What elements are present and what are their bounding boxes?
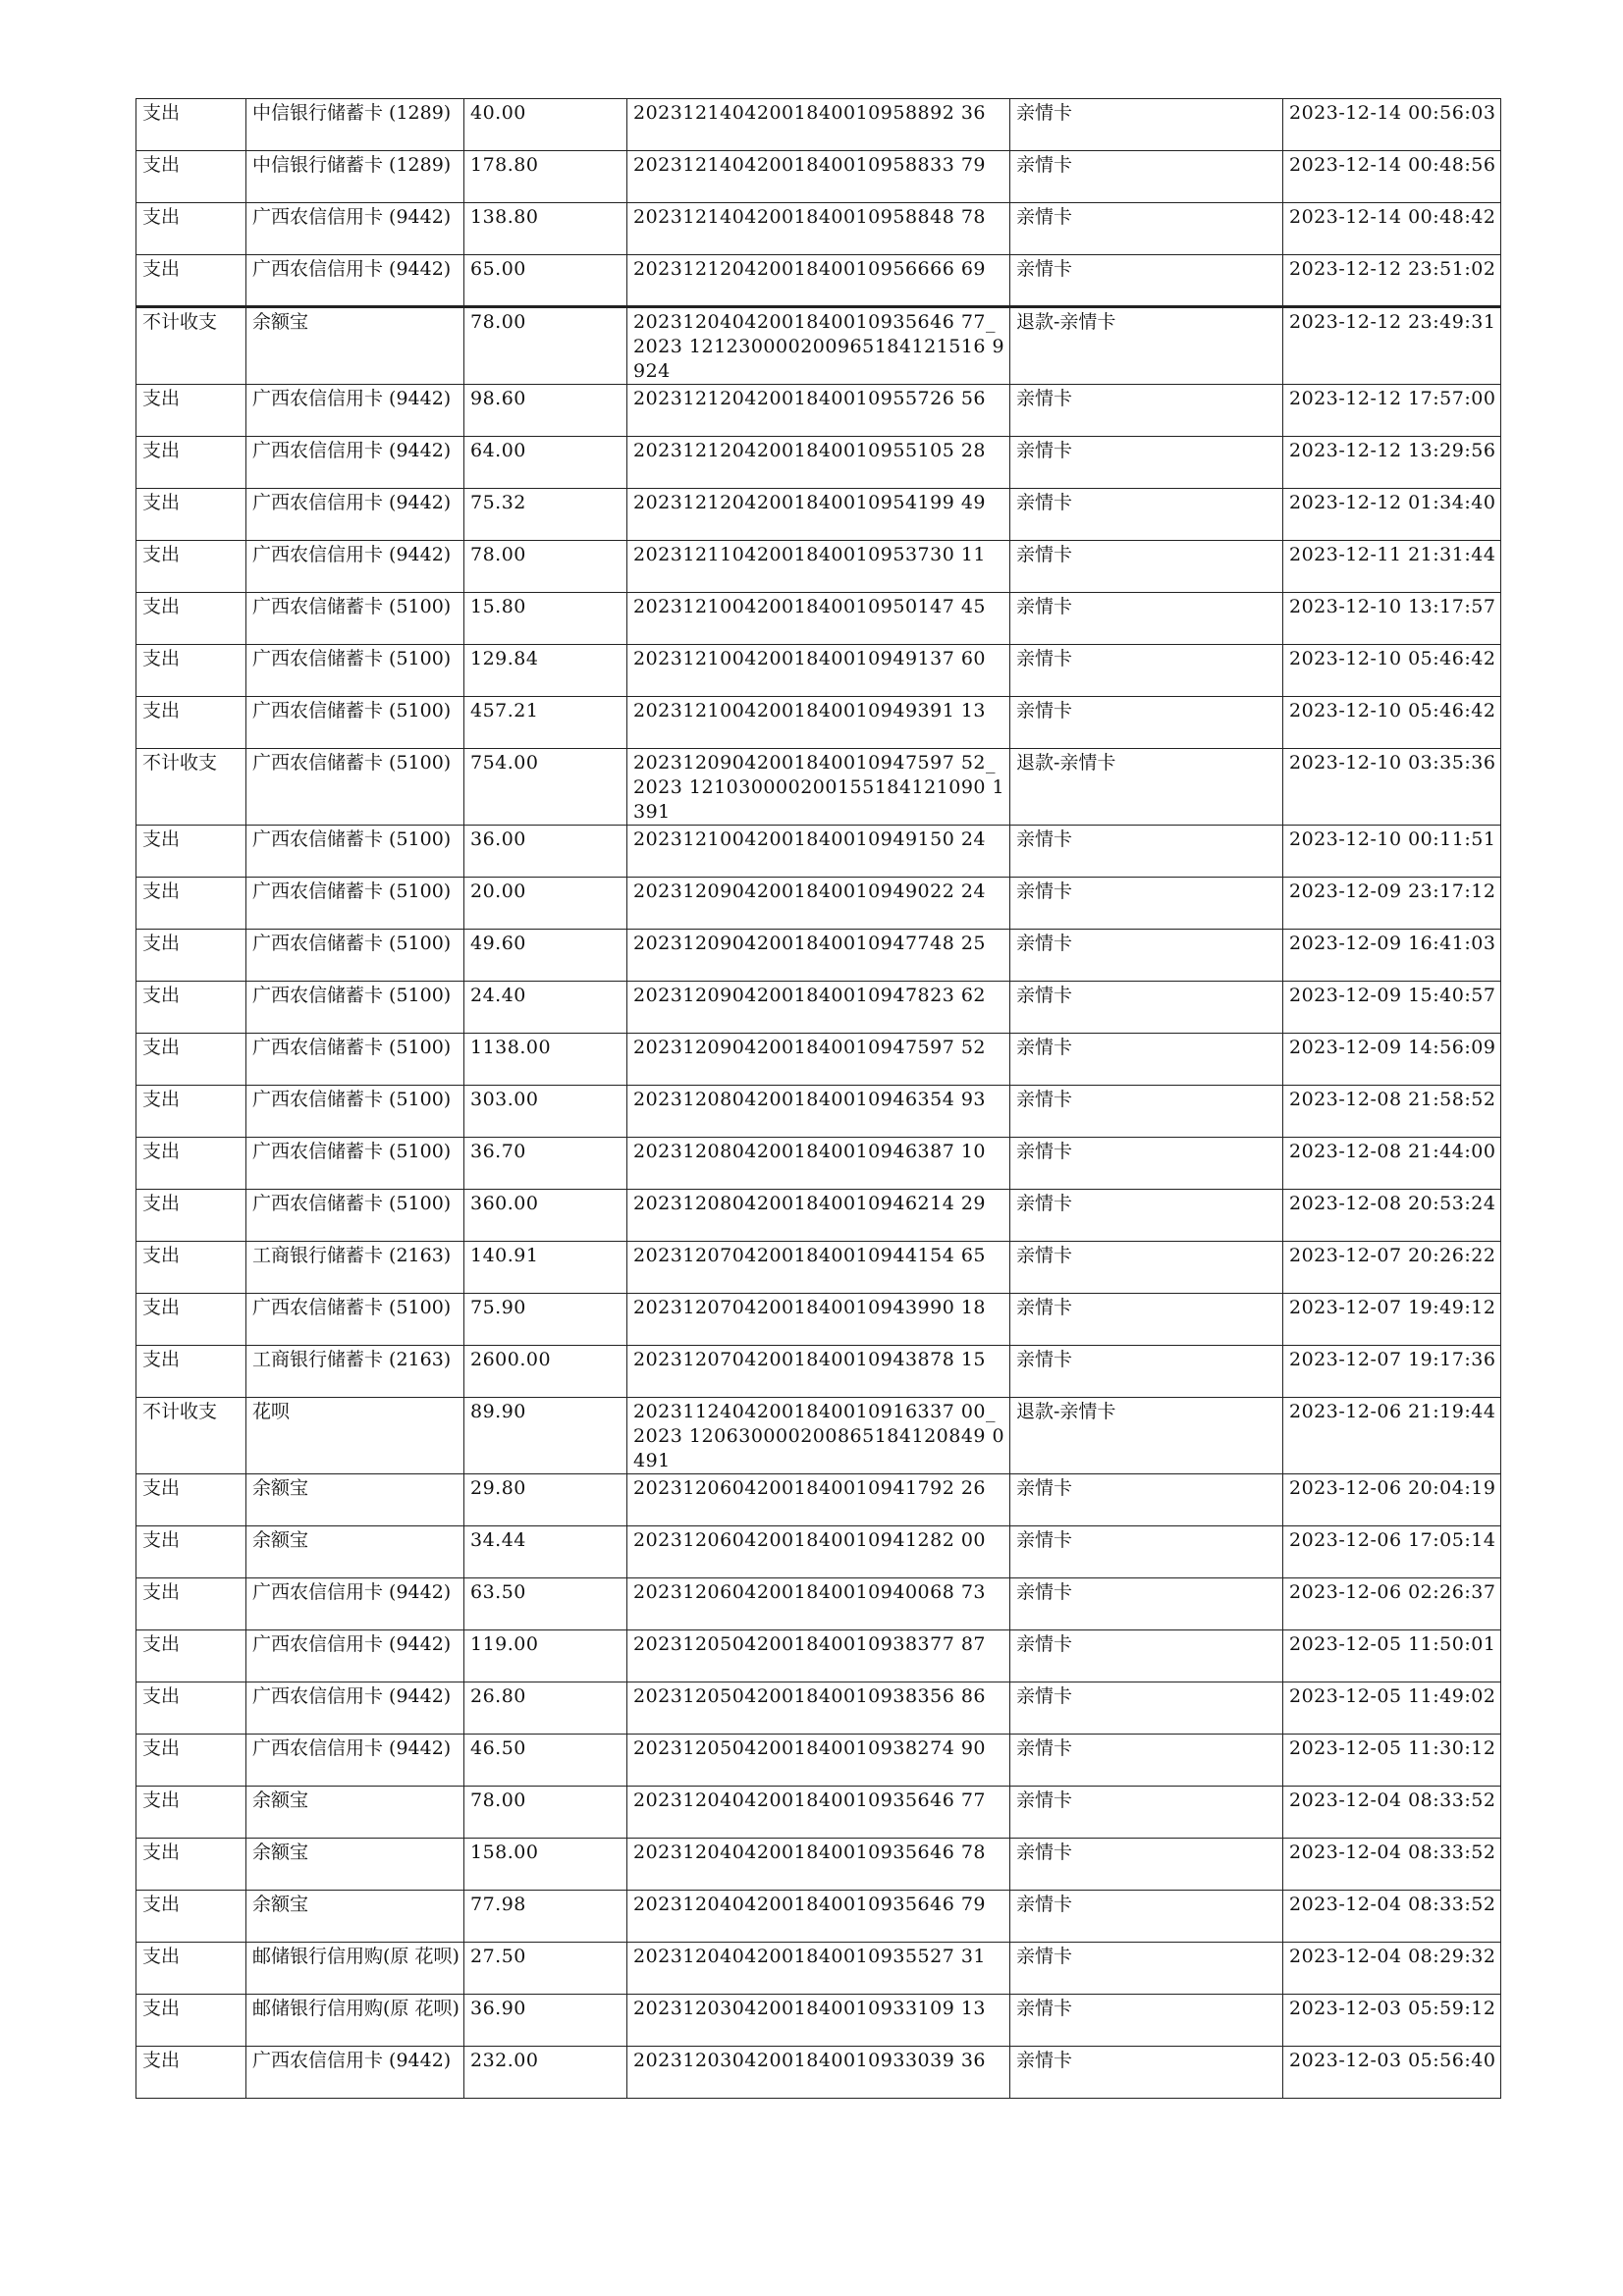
amount-cell: 98.60	[464, 385, 627, 437]
time-cell: 2023-12-06 21:19:44	[1283, 1398, 1501, 1474]
amount-cell: 119.00	[464, 1630, 627, 1682]
amount-cell: 178.80	[464, 151, 627, 203]
account-cell: 广西农信信用卡 (9442)	[246, 1682, 464, 1735]
note-cell: 亲情卡	[1010, 930, 1283, 982]
note-cell: 亲情卡	[1010, 645, 1283, 697]
time-cell: 2023-12-09 14:56:09	[1283, 1034, 1501, 1086]
type-cell: 支出	[136, 930, 246, 982]
order-number-cell: 20231209042001840010949022 24	[627, 878, 1010, 930]
order-number-cell: 20231207042001840010943878 15	[627, 1346, 1010, 1398]
time-cell: 2023-12-10 03:35:36	[1283, 749, 1501, 826]
time-cell: 2023-12-05 11:30:12	[1283, 1735, 1501, 1787]
amount-cell: 63.50	[464, 1578, 627, 1630]
table-row	[136, 437, 1501, 489]
order-number-cell: 20231208042001840010946387 10	[627, 1138, 1010, 1190]
type-cell: 支出	[136, 982, 246, 1034]
type-cell: 支出	[136, 1526, 246, 1578]
account-cell: 余额宝	[246, 1787, 464, 1839]
note-cell: 亲情卡	[1010, 826, 1283, 878]
order-number-cell: 20231210042001840010949391 13	[627, 697, 1010, 749]
table-row	[136, 982, 1501, 1034]
table-row	[136, 151, 1501, 203]
table-row	[136, 1086, 1501, 1138]
amount-cell: 89.90	[464, 1398, 627, 1474]
account-cell: 广西农信储蓄卡 (5100)	[246, 878, 464, 930]
time-cell: 2023-12-03 05:59:12	[1283, 1995, 1501, 2047]
amount-cell: 75.32	[464, 489, 627, 541]
table-row	[136, 385, 1501, 437]
order-number-cell: 20231214042001840010958848 78	[627, 203, 1010, 255]
time-cell: 2023-12-08 21:58:52	[1283, 1086, 1501, 1138]
amount-cell: 36.90	[464, 1995, 627, 2047]
time-cell: 2023-12-04 08:33:52	[1283, 1891, 1501, 1943]
amount-cell: 77.98	[464, 1891, 627, 1943]
account-cell: 花呗	[246, 1398, 464, 1474]
type-cell: 支出	[136, 151, 246, 203]
note-cell: 亲情卡	[1010, 1891, 1283, 1943]
note-cell: 亲情卡	[1010, 1526, 1283, 1578]
amount-cell: 754.00	[464, 749, 627, 826]
note-cell: 亲情卡	[1010, 1346, 1283, 1398]
note-cell: 亲情卡	[1010, 1578, 1283, 1630]
note-cell: 亲情卡	[1010, 593, 1283, 645]
account-cell: 广西农信信用卡 (9442)	[246, 437, 464, 489]
table-row	[136, 1787, 1501, 1839]
type-cell: 支出	[136, 1630, 246, 1682]
order-number-cell: 20231208042001840010946214 29	[627, 1190, 1010, 1242]
type-cell: 支出	[136, 541, 246, 593]
type-cell: 不计收支	[136, 749, 246, 826]
time-cell: 2023-12-05 11:49:02	[1283, 1682, 1501, 1735]
amount-cell: 129.84	[464, 645, 627, 697]
account-cell: 广西农信信用卡 (9442)	[246, 541, 464, 593]
type-cell: 支出	[136, 1839, 246, 1891]
type-cell: 支出	[136, 2047, 246, 2099]
type-cell: 不计收支	[136, 1398, 246, 1474]
order-number-cell: 20231203042001840010933109 13	[627, 1995, 1010, 2047]
time-cell: 2023-12-12 23:49:31	[1283, 307, 1501, 385]
note-cell: 亲情卡	[1010, 1190, 1283, 1242]
time-cell: 2023-12-10 05:46:42	[1283, 697, 1501, 749]
note-cell: 亲情卡	[1010, 99, 1283, 151]
time-cell: 2023-12-14 00:56:03	[1283, 99, 1501, 151]
table-row	[136, 1630, 1501, 1682]
account-cell: 邮储银行信用购(原 花呗)	[246, 1995, 464, 2047]
note-cell: 亲情卡	[1010, 878, 1283, 930]
account-cell: 广西农信储蓄卡 (5100)	[246, 826, 464, 878]
order-number-cell: 20231212042001840010955105 28	[627, 437, 1010, 489]
order-number-cell: 20231204042001840010935646 79	[627, 1891, 1010, 1943]
amount-cell: 2600.00	[464, 1346, 627, 1398]
order-number-cell: 20231214042001840010958892 36	[627, 99, 1010, 151]
transaction-table	[135, 98, 1501, 2099]
order-number-cell: 20231214042001840010958833 79	[627, 151, 1010, 203]
order-number-cell: 20231207042001840010943990 18	[627, 1294, 1010, 1346]
account-cell: 广西农信信用卡 (9442)	[246, 2047, 464, 2099]
table-row	[136, 878, 1501, 930]
type-cell: 支出	[136, 1138, 246, 1190]
amount-cell: 75.90	[464, 1294, 627, 1346]
time-cell: 2023-12-09 16:41:03	[1283, 930, 1501, 982]
table-row	[136, 749, 1501, 826]
table-row	[136, 1138, 1501, 1190]
order-number-cell: 20231205042001840010938377 87	[627, 1630, 1010, 1682]
account-cell: 广西农信信用卡 (9442)	[246, 489, 464, 541]
type-cell: 支出	[136, 1891, 246, 1943]
time-cell: 2023-12-05 11:50:01	[1283, 1630, 1501, 1682]
account-cell: 余额宝	[246, 307, 464, 385]
account-cell: 广西农信储蓄卡 (5100)	[246, 593, 464, 645]
order-number-cell: 20231204042001840010935646 78	[627, 1839, 1010, 1891]
amount-cell: 46.50	[464, 1735, 627, 1787]
table-row	[136, 593, 1501, 645]
account-cell: 广西农信储蓄卡 (5100)	[246, 749, 464, 826]
amount-cell: 64.00	[464, 437, 627, 489]
table-row	[136, 1398, 1501, 1474]
table-row	[136, 1474, 1501, 1526]
type-cell: 支出	[136, 1086, 246, 1138]
amount-cell: 29.80	[464, 1474, 627, 1526]
type-cell: 支出	[136, 593, 246, 645]
note-cell: 亲情卡	[1010, 489, 1283, 541]
account-cell: 广西农信储蓄卡 (5100)	[246, 1034, 464, 1086]
amount-cell: 138.80	[464, 203, 627, 255]
note-cell: 亲情卡	[1010, 1630, 1283, 1682]
table-row	[136, 1294, 1501, 1346]
account-cell: 工商银行储蓄卡 (2163)	[246, 1242, 464, 1294]
order-number-cell: 20231204042001840010935527 31	[627, 1943, 1010, 1995]
table-row	[136, 541, 1501, 593]
time-cell: 2023-12-09 15:40:57	[1283, 982, 1501, 1034]
type-cell: 支出	[136, 255, 246, 307]
time-cell: 2023-12-10 05:46:42	[1283, 645, 1501, 697]
order-number-cell: 20231209042001840010947823 62	[627, 982, 1010, 1034]
type-cell: 支出	[136, 826, 246, 878]
table-row	[136, 1242, 1501, 1294]
note-cell: 亲情卡	[1010, 1995, 1283, 2047]
amount-cell: 36.70	[464, 1138, 627, 1190]
amount-cell: 303.00	[464, 1086, 627, 1138]
amount-cell: 15.80	[464, 593, 627, 645]
account-cell: 广西农信信用卡 (9442)	[246, 1735, 464, 1787]
note-cell: 亲情卡	[1010, 1138, 1283, 1190]
table-row	[136, 2047, 1501, 2099]
order-number-cell: 20231212042001840010956666 69	[627, 255, 1010, 307]
type-cell: 支出	[136, 1242, 246, 1294]
note-cell: 退款-亲情卡	[1010, 1398, 1283, 1474]
time-cell: 2023-12-12 01:34:40	[1283, 489, 1501, 541]
amount-cell: 27.50	[464, 1943, 627, 1995]
type-cell: 支出	[136, 1682, 246, 1735]
type-cell: 支出	[136, 645, 246, 697]
time-cell: 2023-12-07 19:49:12	[1283, 1294, 1501, 1346]
amount-cell: 20.00	[464, 878, 627, 930]
table-row	[136, 1190, 1501, 1242]
amount-cell: 1138.00	[464, 1034, 627, 1086]
note-cell: 亲情卡	[1010, 1682, 1283, 1735]
time-cell: 2023-12-06 20:04:19	[1283, 1474, 1501, 1526]
order-number-cell: 20231212042001840010954199 49	[627, 489, 1010, 541]
amount-cell: 65.00	[464, 255, 627, 307]
amount-cell: 34.44	[464, 1526, 627, 1578]
table-row	[136, 307, 1501, 385]
note-cell: 亲情卡	[1010, 1735, 1283, 1787]
table-row	[136, 1682, 1501, 1735]
table-row	[136, 1995, 1501, 2047]
account-cell: 余额宝	[246, 1839, 464, 1891]
order-number-cell: 20231206042001840010940068 73	[627, 1578, 1010, 1630]
type-cell: 支出	[136, 1474, 246, 1526]
account-cell: 余额宝	[246, 1474, 464, 1526]
note-cell: 亲情卡	[1010, 1943, 1283, 1995]
account-cell: 广西农信信用卡 (9442)	[246, 203, 464, 255]
time-cell: 2023-12-10 13:17:57	[1283, 593, 1501, 645]
account-cell: 广西农信储蓄卡 (5100)	[246, 1138, 464, 1190]
note-cell: 亲情卡	[1010, 151, 1283, 203]
amount-cell: 232.00	[464, 2047, 627, 2099]
note-cell: 亲情卡	[1010, 541, 1283, 593]
type-cell: 支出	[136, 437, 246, 489]
account-cell: 中信银行储蓄卡 (1289)	[246, 99, 464, 151]
table-row	[136, 1578, 1501, 1630]
time-cell: 2023-12-03 05:56:40	[1283, 2047, 1501, 2099]
time-cell: 2023-12-12 23:51:02	[1283, 255, 1501, 307]
order-number-cell: 20231124042001840010916337 00_2023 120630000200865184120849 0491	[627, 1398, 1010, 1474]
type-cell: 支出	[136, 385, 246, 437]
type-cell: 支出	[136, 878, 246, 930]
amount-cell: 36.00	[464, 826, 627, 878]
time-cell: 2023-12-09 23:17:12	[1283, 878, 1501, 930]
order-number-cell: 20231205042001840010938356 86	[627, 1682, 1010, 1735]
account-cell: 中信银行储蓄卡 (1289)	[246, 151, 464, 203]
time-cell: 2023-12-04 08:29:32	[1283, 1943, 1501, 1995]
order-number-cell: 20231210042001840010949137 60	[627, 645, 1010, 697]
table-row	[136, 1034, 1501, 1086]
table-row	[136, 99, 1501, 151]
table-row	[136, 697, 1501, 749]
time-cell: 2023-12-08 21:44:00	[1283, 1138, 1501, 1190]
time-cell: 2023-12-12 13:29:56	[1283, 437, 1501, 489]
note-cell: 亲情卡	[1010, 1242, 1283, 1294]
table-row	[136, 645, 1501, 697]
type-cell: 支出	[136, 489, 246, 541]
note-cell: 亲情卡	[1010, 255, 1283, 307]
order-number-cell: 20231204042001840010935646 77_2023 121230000200965184121516 9924	[627, 307, 1010, 385]
order-number-cell: 20231204042001840010935646 77	[627, 1787, 1010, 1839]
table-row	[136, 255, 1501, 307]
time-cell: 2023-12-14 00:48:56	[1283, 151, 1501, 203]
type-cell: 不计收支	[136, 307, 246, 385]
order-number-cell: 20231210042001840010950147 45	[627, 593, 1010, 645]
order-number-cell: 20231206042001840010941282 00	[627, 1526, 1010, 1578]
account-cell: 广西农信储蓄卡 (5100)	[246, 1086, 464, 1138]
amount-cell: 360.00	[464, 1190, 627, 1242]
account-cell: 邮储银行信用购(原 花呗)	[246, 1943, 464, 1995]
amount-cell: 78.00	[464, 307, 627, 385]
order-number-cell: 20231211042001840010953730 11	[627, 541, 1010, 593]
type-cell: 支出	[136, 1995, 246, 2047]
amount-cell: 49.60	[464, 930, 627, 982]
table-row	[136, 1943, 1501, 1995]
type-cell: 支出	[136, 1346, 246, 1398]
amount-cell: 140.91	[464, 1242, 627, 1294]
account-cell: 广西农信储蓄卡 (5100)	[246, 1294, 464, 1346]
order-number-cell: 20231206042001840010941792 26	[627, 1474, 1010, 1526]
account-cell: 广西农信储蓄卡 (5100)	[246, 982, 464, 1034]
type-cell: 支出	[136, 203, 246, 255]
note-cell: 亲情卡	[1010, 203, 1283, 255]
account-cell: 广西农信储蓄卡 (5100)	[246, 697, 464, 749]
note-cell: 亲情卡	[1010, 1086, 1283, 1138]
amount-cell: 26.80	[464, 1682, 627, 1735]
type-cell: 支出	[136, 1787, 246, 1839]
table-row	[136, 203, 1501, 255]
note-cell: 亲情卡	[1010, 982, 1283, 1034]
note-cell: 亲情卡	[1010, 1474, 1283, 1526]
type-cell: 支出	[136, 1735, 246, 1787]
amount-cell: 78.00	[464, 541, 627, 593]
account-cell: 广西农信储蓄卡 (5100)	[246, 645, 464, 697]
time-cell: 2023-12-14 00:48:42	[1283, 203, 1501, 255]
time-cell: 2023-12-04 08:33:52	[1283, 1839, 1501, 1891]
order-number-cell: 20231210042001840010949150 24	[627, 826, 1010, 878]
table-row	[136, 1891, 1501, 1943]
type-cell: 支出	[136, 1294, 246, 1346]
time-cell: 2023-12-12 17:57:00	[1283, 385, 1501, 437]
time-cell: 2023-12-08 20:53:24	[1283, 1190, 1501, 1242]
type-cell: 支出	[136, 99, 246, 151]
account-cell: 广西农信储蓄卡 (5100)	[246, 930, 464, 982]
account-cell: 广西农信信用卡 (9442)	[246, 1578, 464, 1630]
order-number-cell: 20231209042001840010947748 25	[627, 930, 1010, 982]
account-cell: 余额宝	[246, 1526, 464, 1578]
account-cell: 余额宝	[246, 1891, 464, 1943]
order-number-cell: 20231203042001840010933039 36	[627, 2047, 1010, 2099]
table-row	[136, 1735, 1501, 1787]
table-row	[136, 826, 1501, 878]
note-cell: 亲情卡	[1010, 697, 1283, 749]
account-cell: 广西农信信用卡 (9442)	[246, 385, 464, 437]
note-cell: 亲情卡	[1010, 1839, 1283, 1891]
account-cell: 广西农信信用卡 (9442)	[246, 255, 464, 307]
note-cell: 亲情卡	[1010, 437, 1283, 489]
note-cell: 亲情卡	[1010, 2047, 1283, 2099]
order-number-cell: 20231209042001840010947597 52_2023 121030000200155184121090 1391	[627, 749, 1010, 826]
amount-cell: 40.00	[464, 99, 627, 151]
table-row	[136, 489, 1501, 541]
note-cell: 亲情卡	[1010, 1034, 1283, 1086]
account-cell: 广西农信信用卡 (9442)	[246, 1630, 464, 1682]
type-cell: 支出	[136, 697, 246, 749]
order-number-cell: 20231208042001840010946354 93	[627, 1086, 1010, 1138]
amount-cell: 78.00	[464, 1787, 627, 1839]
type-cell: 支出	[136, 1578, 246, 1630]
order-number-cell: 20231212042001840010955726 56	[627, 385, 1010, 437]
order-number-cell: 20231207042001840010944154 65	[627, 1242, 1010, 1294]
amount-cell: 457.21	[464, 697, 627, 749]
table-row	[136, 1526, 1501, 1578]
note-cell: 退款-亲情卡	[1010, 749, 1283, 826]
time-cell: 2023-12-06 02:26:37	[1283, 1578, 1501, 1630]
account-cell: 工商银行储蓄卡 (2163)	[246, 1346, 464, 1398]
transaction-table-body	[136, 99, 1501, 2099]
table-row	[136, 930, 1501, 982]
note-cell: 退款-亲情卡	[1010, 307, 1283, 385]
time-cell: 2023-12-07 19:17:36	[1283, 1346, 1501, 1398]
order-number-cell: 20231205042001840010938274 90	[627, 1735, 1010, 1787]
table-row	[136, 1839, 1501, 1891]
order-number-cell: 20231209042001840010947597 52	[627, 1034, 1010, 1086]
type-cell: 支出	[136, 1034, 246, 1086]
note-cell: 亲情卡	[1010, 1294, 1283, 1346]
type-cell: 支出	[136, 1190, 246, 1242]
account-cell: 广西农信储蓄卡 (5100)	[246, 1190, 464, 1242]
time-cell: 2023-12-04 08:33:52	[1283, 1787, 1501, 1839]
amount-cell: 24.40	[464, 982, 627, 1034]
time-cell: 2023-12-11 21:31:44	[1283, 541, 1501, 593]
type-cell: 支出	[136, 1943, 246, 1995]
time-cell: 2023-12-06 17:05:14	[1283, 1526, 1501, 1578]
time-cell: 2023-12-10 00:11:51	[1283, 826, 1501, 878]
table-row	[136, 1346, 1501, 1398]
note-cell: 亲情卡	[1010, 385, 1283, 437]
time-cell: 2023-12-07 20:26:22	[1283, 1242, 1501, 1294]
amount-cell: 158.00	[464, 1839, 627, 1891]
note-cell: 亲情卡	[1010, 1787, 1283, 1839]
